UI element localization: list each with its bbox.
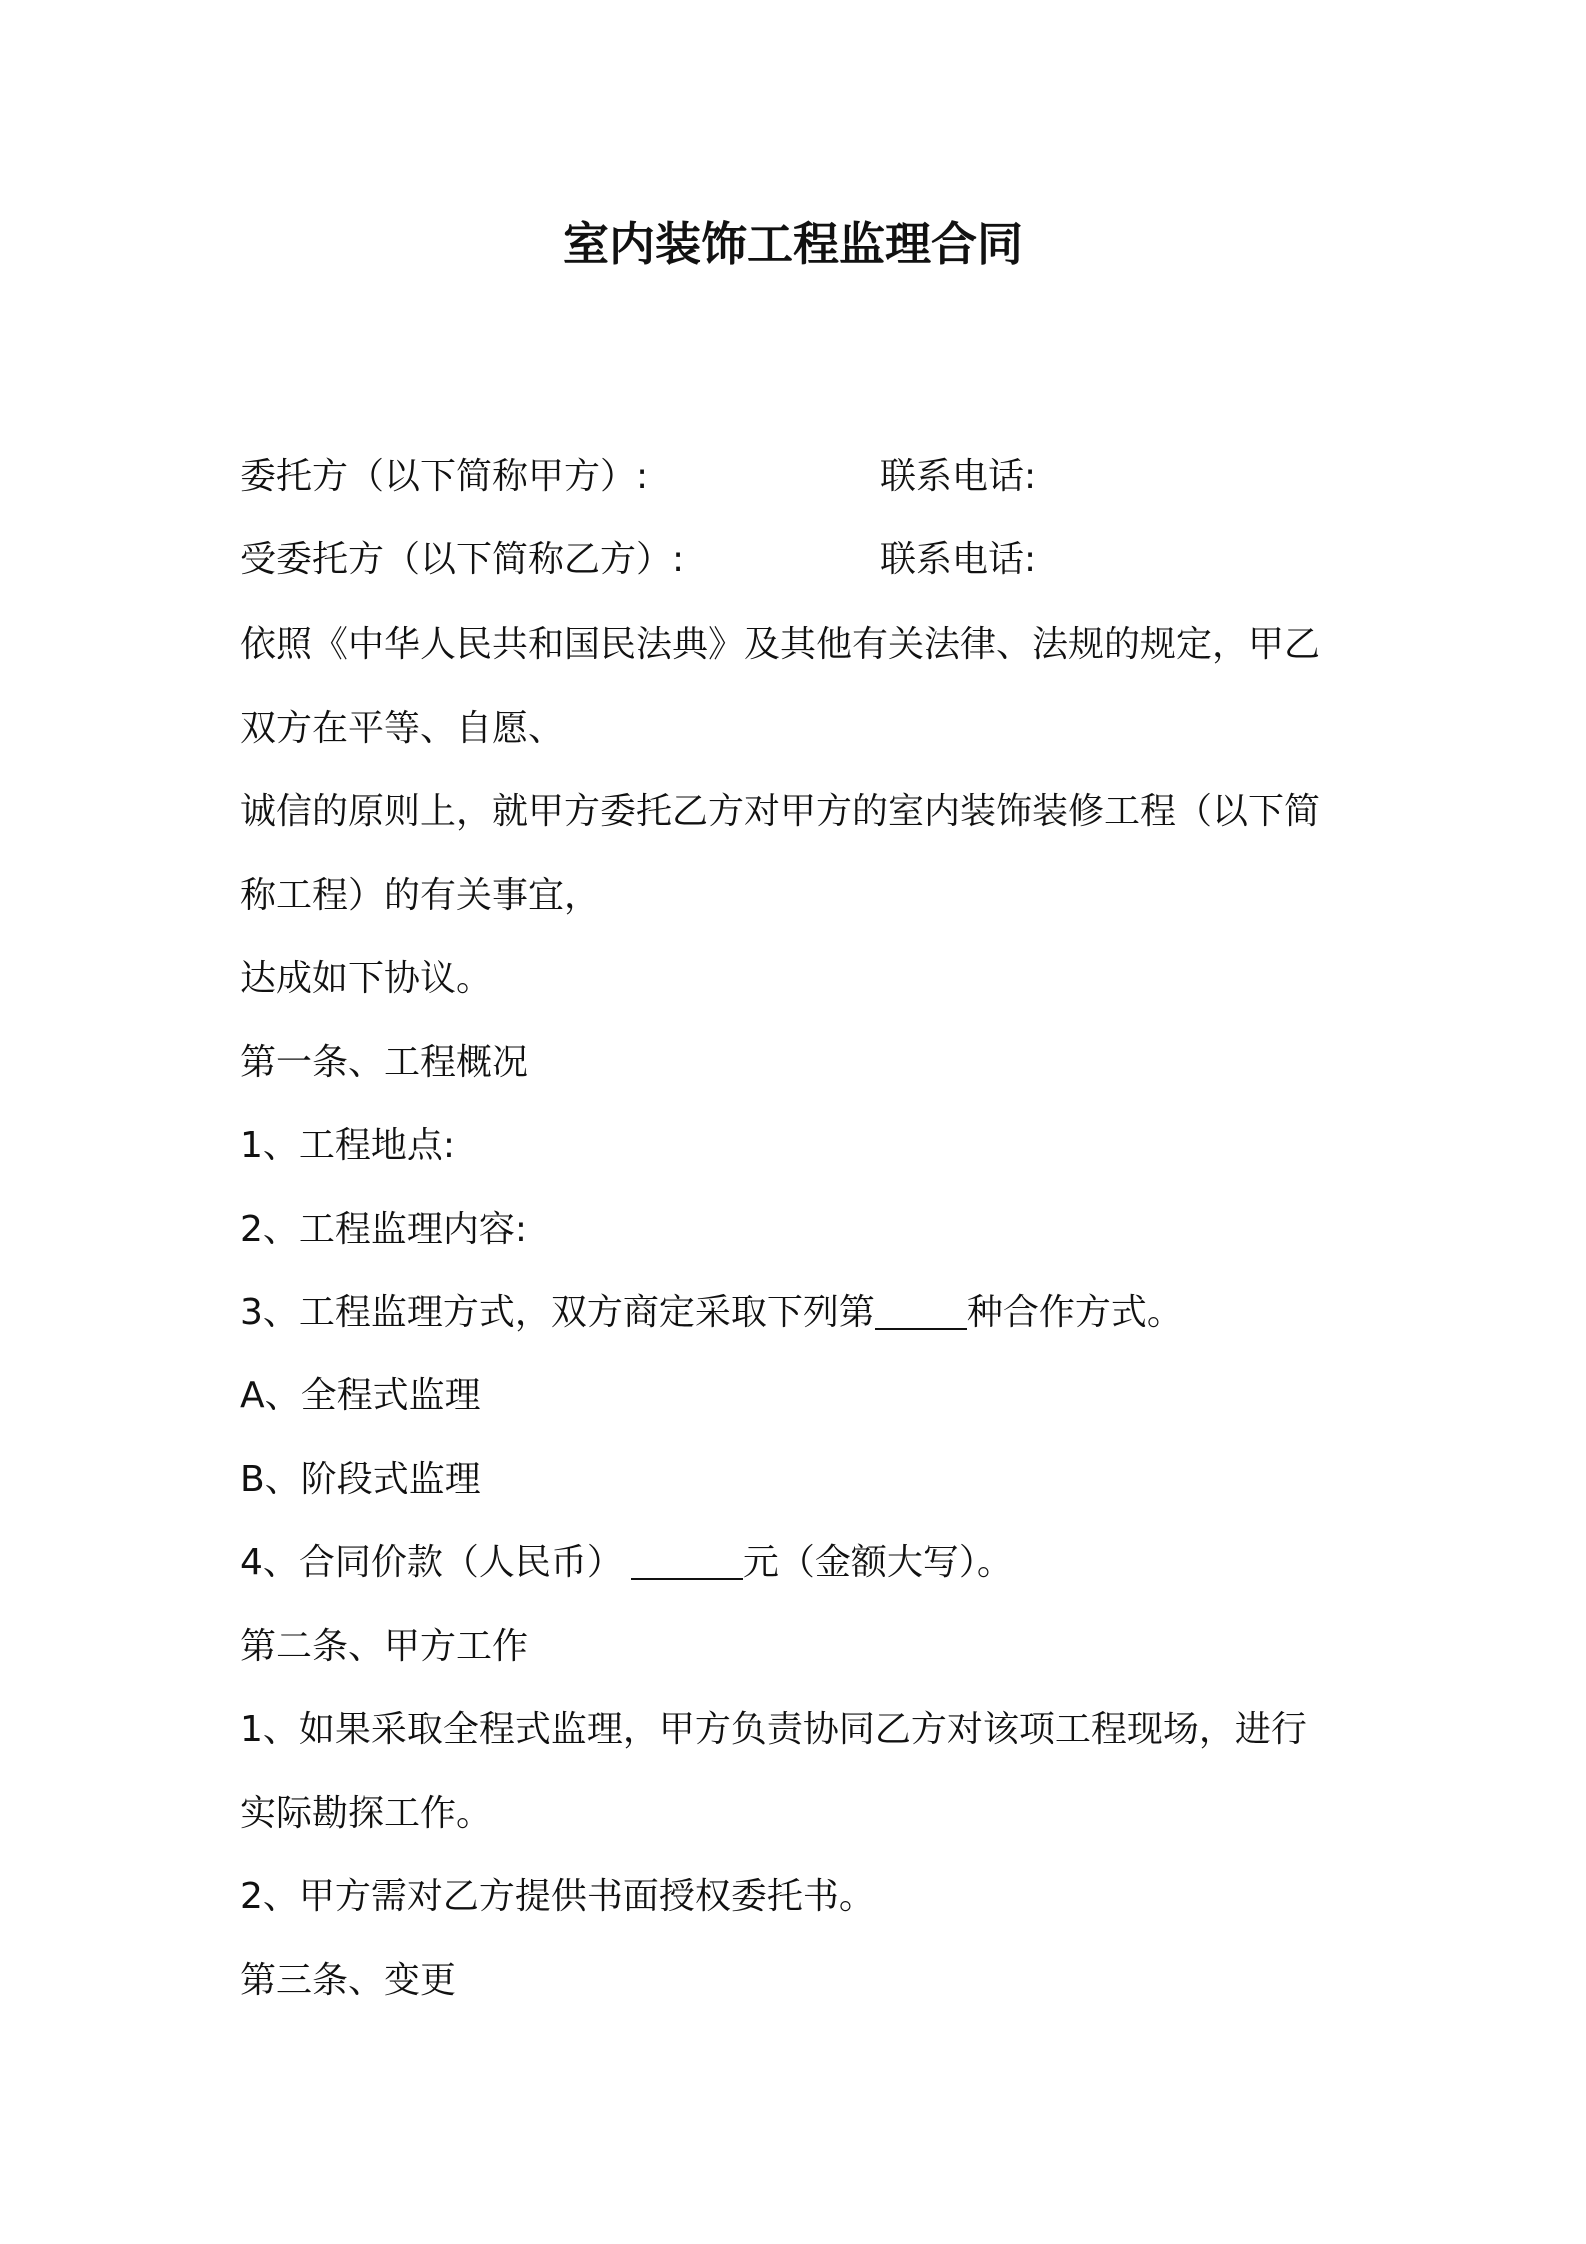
preamble-line-2: 双方在平等、自愿、 <box>240 708 565 749</box>
preamble-line-3: 诚信的原则上，就甲方委托乙方对甲方的室内装饰装修工程（以下简 <box>240 791 1321 832</box>
item-4-text-after: 元（金额大写）。 <box>742 1542 1013 1583</box>
contractor-label: 受委托方（以下简称乙方）: <box>240 539 685 580</box>
article-1-heading: 第一条、工程概况 <box>240 1042 529 1083</box>
preamble-line-5: 达成如下协议。 <box>240 958 493 999</box>
article-2-item-1-line-2: 实际勘探工作。 <box>240 1793 493 1834</box>
article-2-item-2: 2、甲方需对乙方提供书面授权委托书。 <box>240 1876 875 1917</box>
contractor-phone-label: 联系电话: <box>880 539 1037 580</box>
option-a: A、全程式监理 <box>240 1375 481 1416</box>
article-2-item-1-line-1: 1、如果采取全程式监理，甲方负责协同乙方对该项工程现场，进行 <box>240 1709 1307 1750</box>
cooperation-mode-blank[interactable] <box>875 1290 967 1330</box>
article-1-item-4 <box>240 1538 1013 1588</box>
article-1-item-1: 1、工程地点: <box>240 1125 456 1166</box>
client-label: 委托方（以下简称甲方）: <box>240 456 649 497</box>
item-4-text-before: 4、合同价款（人民币） <box>240 1542 623 1583</box>
article-3-heading: 第三条、变更 <box>240 1960 457 2001</box>
item-3-text-before: 3、工程监理方式，双方商定采取下列第 <box>240 1292 875 1333</box>
article-1-item-3 <box>240 1288 1183 1338</box>
option-b: B、阶段式监理 <box>240 1459 481 1500</box>
preamble-line-1: 依照《中华人民共和国民法典》及其他有关法律、法规的规定，甲乙 <box>240 624 1321 665</box>
article-1-item-2: 2、工程监理内容: <box>240 1209 528 1250</box>
contractor-party-row <box>240 535 1360 585</box>
preamble-line-4: 称工程）的有关事宜， <box>240 875 601 916</box>
client-phone-label: 联系电话: <box>880 456 1037 497</box>
client-party-row <box>240 452 1360 502</box>
article-2-heading: 第二条、甲方工作 <box>240 1626 529 1667</box>
document-title: 室内装饰工程监理合同 <box>563 217 1023 271</box>
contract-price-blank[interactable] <box>631 1540 743 1580</box>
item-3-text-after: 种合作方式。 <box>966 1292 1183 1333</box>
